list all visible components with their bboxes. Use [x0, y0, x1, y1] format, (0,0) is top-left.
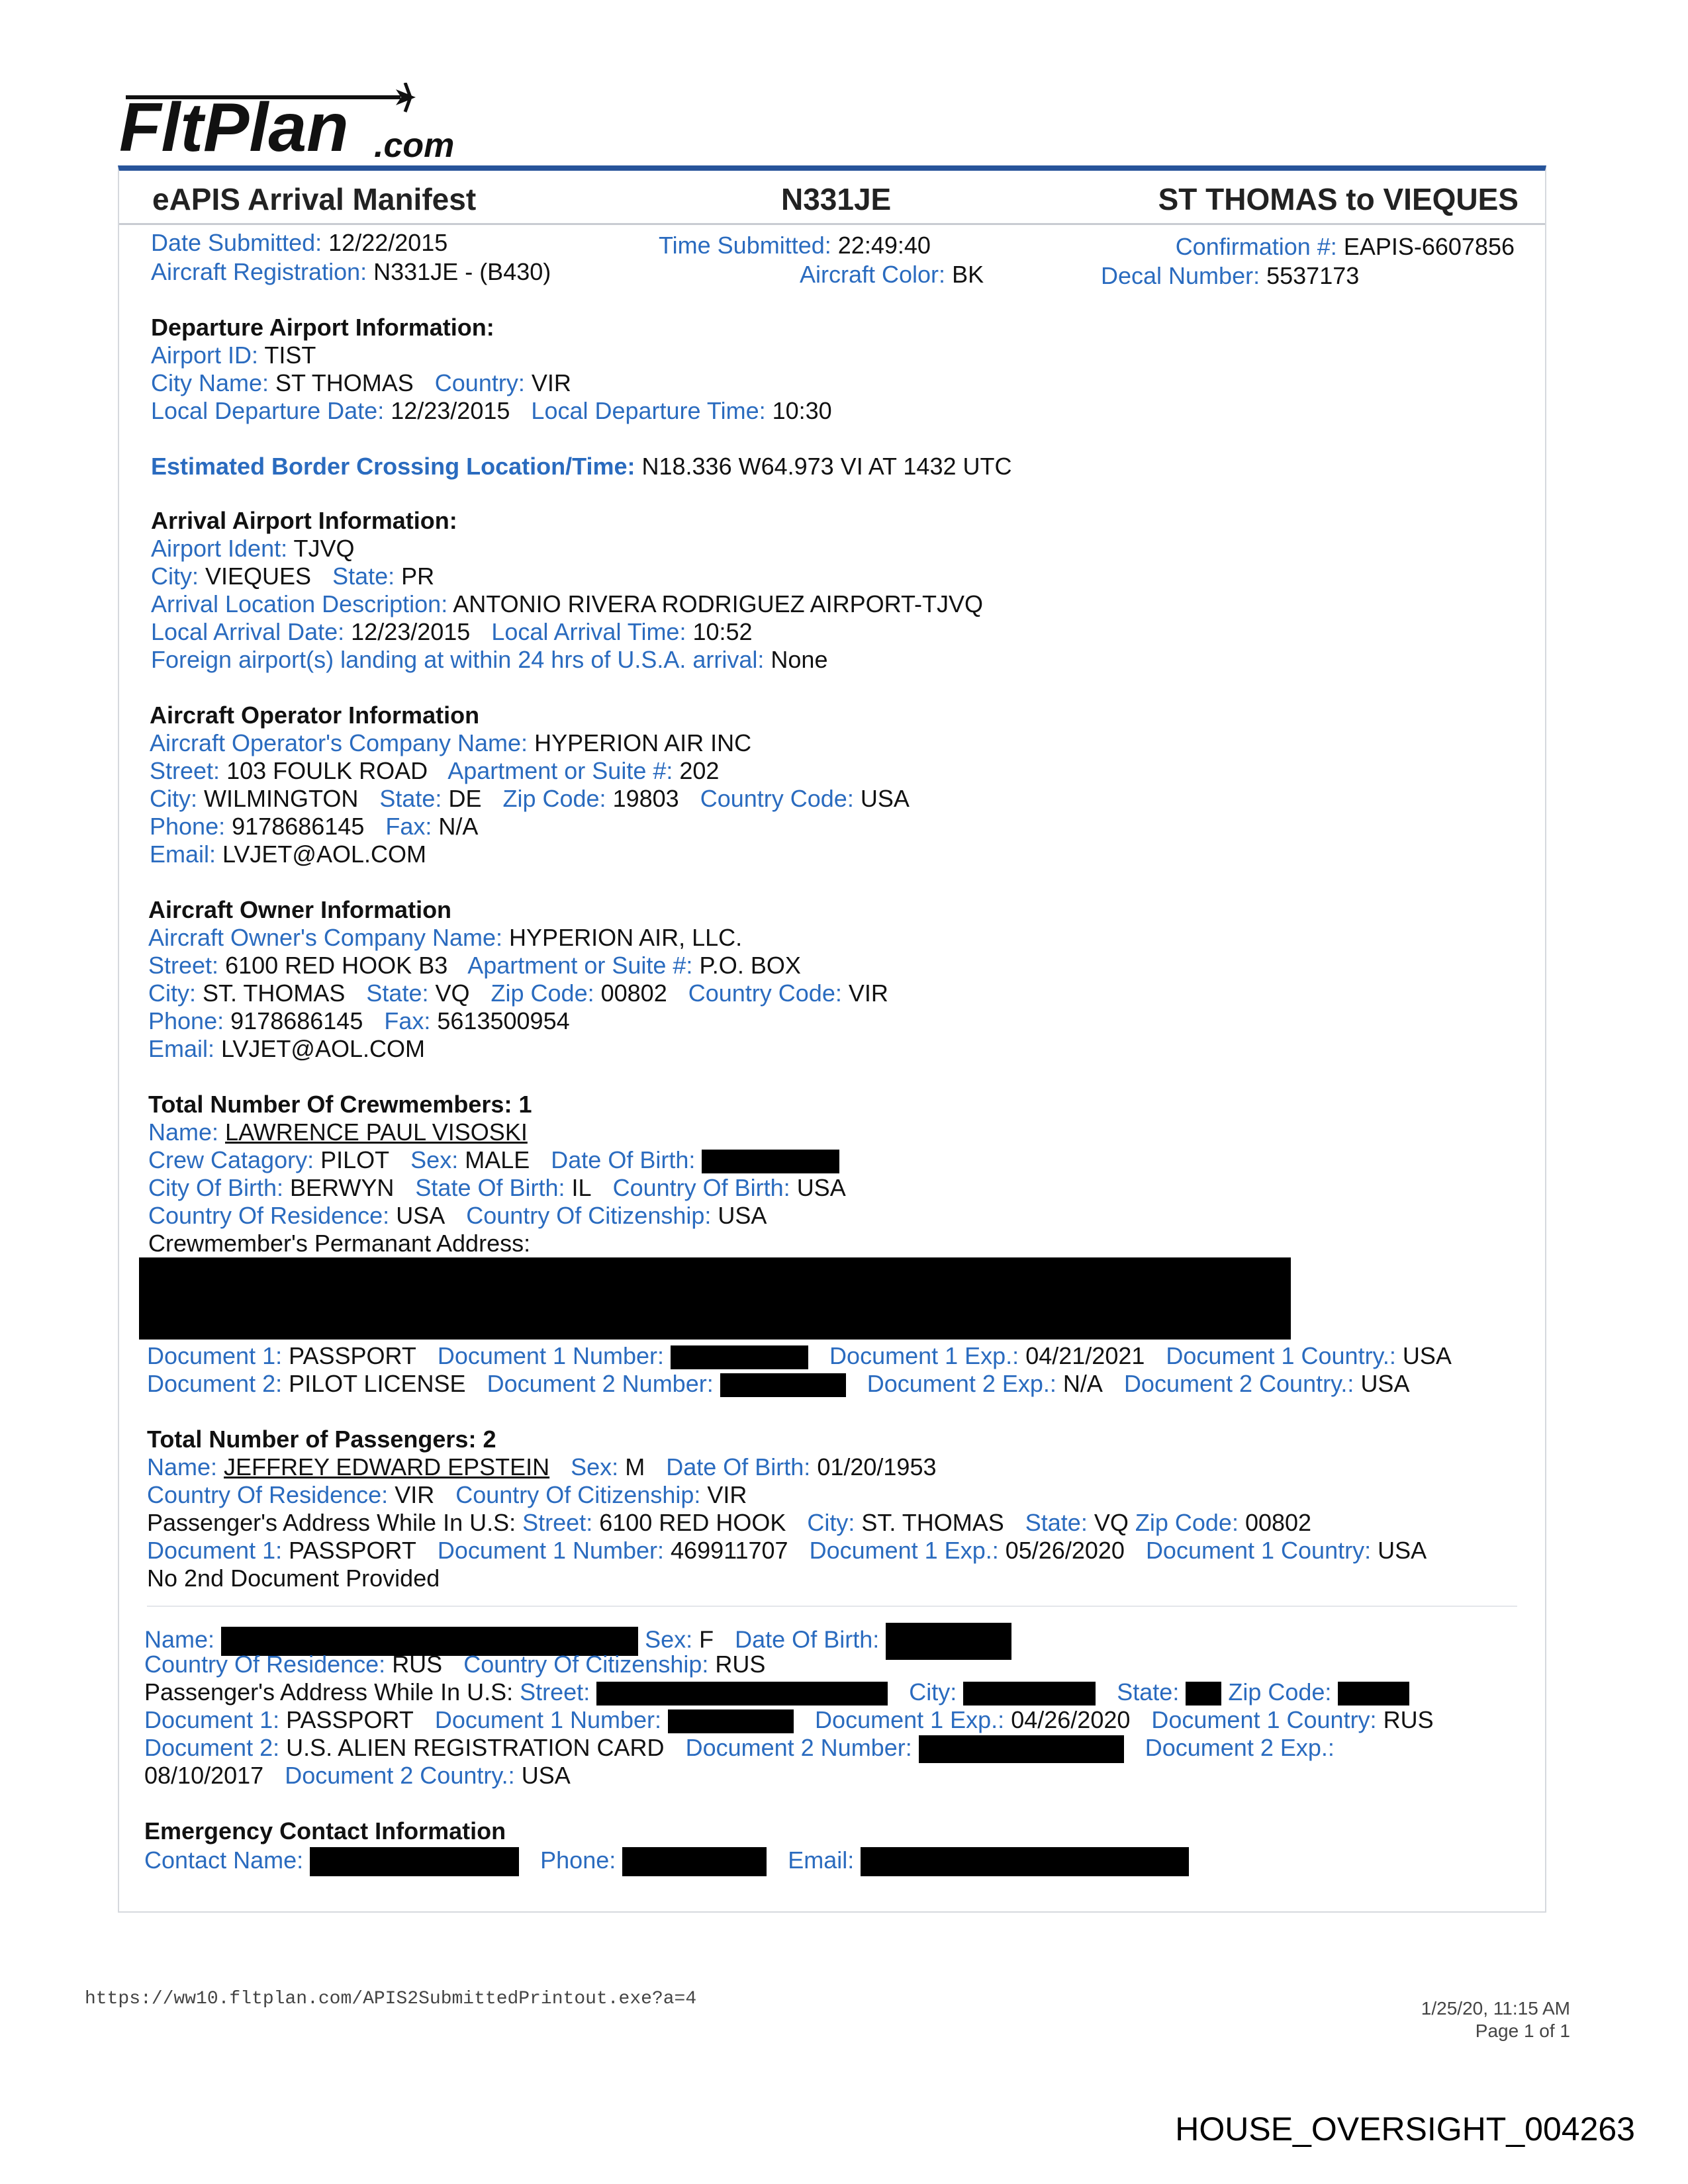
confirmation-row: Confirmation #: EAPIS-6607856 — [1175, 233, 1515, 260]
operator-city-row: City: WILMINGTON State: DE Zip Code: 19803 Country Code: USA — [150, 785, 910, 812]
tail-number: N331JE — [781, 182, 892, 216]
redaction-block — [861, 1847, 1189, 1876]
redaction-block — [622, 1847, 767, 1876]
departure-city-row: City Name: ST THOMAS Country: VIR — [151, 369, 571, 396]
manifest-title: eAPIS Arrival Manifest — [152, 182, 477, 216]
date-submitted-row: Date Submitted: 12/22/2015 — [151, 229, 448, 256]
redaction-block — [139, 1257, 1291, 1340]
print-url: https://ww10.fltplan.com/APIS2SubmittedPrintout.exe?a=4 — [85, 1989, 697, 2009]
operator-street-row: Street: 103 FOULK ROAD Apartment or Suite #: 202 — [150, 757, 720, 784]
passenger1-address-row: Passenger's Address While In U.S: Street: 6100 RED HOOK City: ST. THOMAS State: VQ Zip Code: 00802 — [147, 1509, 1312, 1536]
redaction-block — [919, 1735, 1124, 1763]
redaction-block — [668, 1709, 794, 1733]
passenger1-name-row: Name: JEFFREY EDWARD EPSTEIN Sex: M Date Of Birth: 01/20/1953 — [147, 1453, 937, 1480]
passenger2-name-row: Name: Sex: F Date Of Birth: — [144, 1623, 1011, 1660]
emergency-contact-row: Contact Name: Phone: Email: — [144, 1846, 1189, 1876]
aircraft-registration-row: Aircraft Registration: N331JE - (B430) — [151, 258, 551, 285]
passenger1-residence-row: Country Of Residence: VIR Country Of Citizenship: VIR — [147, 1481, 747, 1508]
fltplan-logo — [119, 83, 463, 169]
redaction-block — [702, 1150, 839, 1173]
owner-phone-row: Phone: 9178686145 Fax: 5613500954 — [148, 1007, 570, 1034]
redaction-block — [963, 1682, 1096, 1706]
owner-city-row: City: ST. THOMAS State: VQ Zip Code: 00802 Country Code: VIR — [148, 979, 888, 1007]
bates-number: HOUSE_OVERSIGHT_004263 — [1175, 2111, 1635, 2148]
route: ST THOMAS to VIEQUES — [1158, 182, 1519, 216]
redaction-block — [596, 1682, 888, 1706]
redaction-block — [310, 1847, 519, 1876]
passenger1-no-doc2: No 2nd Document Provided — [147, 1565, 440, 1592]
page-indicator: Page 1 of 1 — [1475, 2021, 1570, 2041]
aircraft-color-row: Aircraft Color: BK — [800, 261, 984, 288]
arrival-location-row: Arrival Location Description: ANTONIO RIVERA RODRIGUEZ AIRPORT-TJVQ — [151, 590, 984, 617]
arrival-city-row: City: VIEQUES State: PR — [151, 563, 435, 590]
departure-heading: Departure Airport Information: — [151, 314, 494, 341]
crew-doc2-row: Document 2: PILOT LICENSE Document 2 Number: Document 2 Exp.: N/A Document 2 Country.: USA — [147, 1370, 1410, 1397]
redaction-block — [720, 1373, 846, 1397]
svg-text:.com: .com — [374, 126, 455, 165]
emergency-heading: Emergency Contact Information — [144, 1817, 506, 1844]
departure-datetime-row: Local Departure Date: 12/23/2015 Local Departure Time: 10:30 — [151, 397, 832, 424]
redaction-block — [671, 1345, 808, 1369]
passengers-heading: Total Number of Passengers: 2 — [147, 1426, 496, 1453]
manifest-header — [119, 171, 1545, 225]
crew-doc1-row: Document 1: PASSPORT Document 1 Number: Document 1 Exp.: 04/21/2021 Document 1 Country.: USA — [147, 1342, 1452, 1369]
passenger2-residence-row: Country Of Residence: RUS Country Of Citizenship: RUS — [144, 1651, 766, 1678]
operator-company-row: Aircraft Operator's Company Name: HYPERION AIR INC — [150, 729, 752, 756]
departure-airport-row: Airport ID: TIST — [151, 341, 316, 369]
owner-email-row: Email: LVJET@AOL.COM — [148, 1035, 425, 1062]
arrival-heading: Arrival Airport Information: — [151, 507, 457, 534]
operator-heading: Aircraft Operator Information — [150, 702, 480, 729]
print-datetime: 1/25/20, 11:15 AM — [1421, 1998, 1570, 2019]
crew-residence-row: Country Of Residence: USA Country Of Citizenship: USA — [148, 1202, 767, 1229]
owner-company-row: Aircraft Owner's Company Name: HYPERION AIR, LLC. — [148, 924, 743, 951]
owner-street-row: Street: 6100 RED HOOK B3 Apartment or Suite #: P.O. BOX — [148, 952, 801, 979]
crew-address-label: Crewmember's Permanant Address: — [148, 1230, 531, 1257]
passenger-separator — [147, 1606, 1517, 1607]
foreign-airport-row: Foreign airport(s) landing at within 24 hrs of U.S.A. arrival: None — [151, 646, 828, 673]
decal-number-row: Decal Number: 5537173 — [1101, 262, 1360, 289]
redaction-block — [1186, 1682, 1221, 1706]
crew-birth-row: City Of Birth: BERWYN State Of Birth: IL Country Of Birth: USA — [148, 1174, 846, 1201]
redaction-block — [886, 1623, 1011, 1660]
arrival-ident-row: Airport Ident: TJVQ — [151, 535, 355, 562]
redaction-block — [1338, 1682, 1409, 1706]
passenger2-address-row: Passenger's Address While In U.S: Street: City: State: Zip Code: — [144, 1678, 1409, 1706]
crew-name-row: Name: LAWRENCE PAUL VISOSKI — [148, 1118, 528, 1146]
crew-heading: Total Number Of Crewmembers: 1 — [148, 1091, 532, 1118]
passenger1-doc1-row: Document 1: PASSPORT Document 1 Number: 469911707 Document 1 Exp.: 05/26/2020 Document 1 Country: USA — [147, 1537, 1427, 1564]
passenger2-doc2-exp-row: 08/10/2017 Document 2 Country.: USA — [144, 1762, 571, 1789]
passenger2-doc2-row: Document 2: U.S. ALIEN REGISTRATION CARD Document 2 Number: Document 2 Exp.: — [144, 1734, 1335, 1763]
print-meta — [1421, 1997, 1570, 2042]
arrival-datetime-row: Local Arrival Date: 12/23/2015 Local Arrival Time: 10:52 — [151, 618, 753, 645]
owner-heading: Aircraft Owner Information — [148, 896, 452, 923]
operator-phone-row: Phone: 9178686145 Fax: N/A — [150, 813, 479, 840]
operator-email-row: Email: LVJET@AOL.COM — [150, 841, 426, 868]
passenger2-doc1-row: Document 1: PASSPORT Document 1 Number: Document 1 Exp.: 04/26/2020 Document 1 Country: RUS — [144, 1706, 1434, 1733]
border-crossing-row: Estimated Border Crossing Location/Time: N18.336 W64.973 VI AT 1432 UTC — [151, 453, 1012, 480]
crew-category-row: Crew Catagory: PILOT Sex: MALE Date Of Birth: — [148, 1146, 839, 1174]
svg-text:FltPlan: FltPlan — [119, 89, 349, 166]
time-submitted-row: Time Submitted: 22:49:40 — [659, 232, 931, 259]
